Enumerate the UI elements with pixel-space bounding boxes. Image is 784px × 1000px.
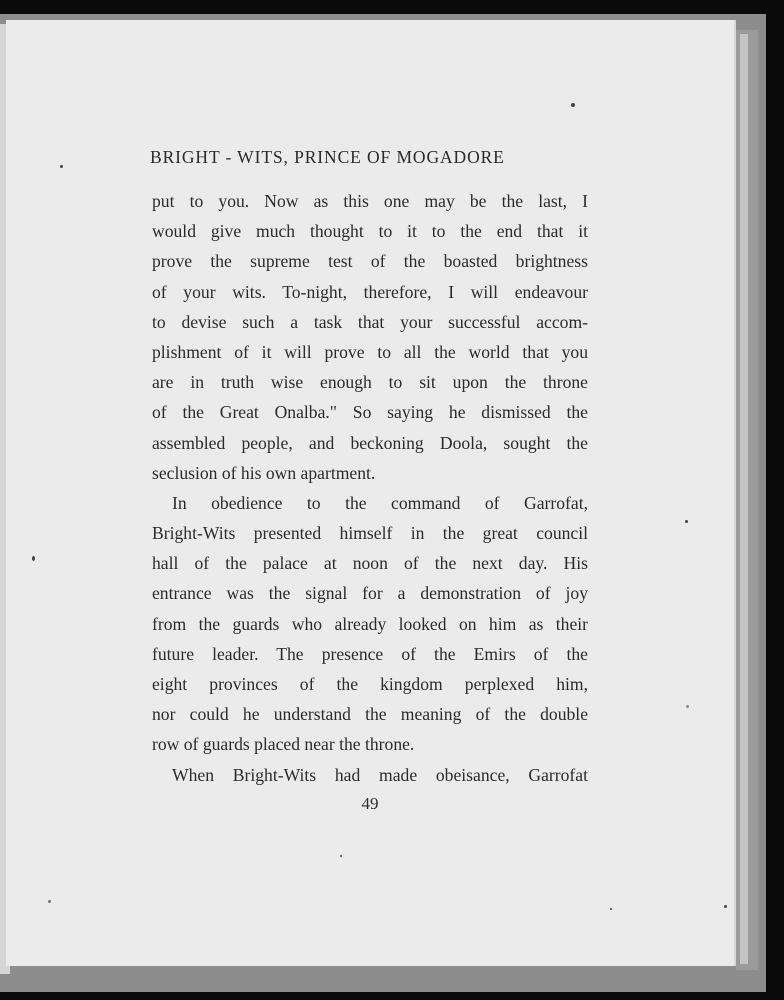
running-head: BRIGHT - WITS, PRINCE OF MOGADORE [150,147,505,167]
scan-speck [60,165,63,168]
page-number: 49 [361,794,379,813]
scan-speck [571,103,575,107]
text-line: prove the supreme test of the boasted brightness [152,251,588,272]
text-line: assembled people, and beckoning Doola, sought the [152,432,588,453]
scan-speck [724,905,727,908]
text-line: of the Great Onalba." So saying he dismissed the [152,402,588,423]
scan-speck [610,908,612,910]
scan-speck [32,556,35,561]
scan-speck [340,855,342,857]
page-stack-edge [740,34,748,964]
text-line: would give much thought to it to the end that it [152,221,588,242]
text-line: put to you. Now as this one may be the last, I [152,191,588,211]
text-line: seclusion of his own apartment. [152,462,376,483]
text-line: In obedience to the command of Garrofat, [172,492,588,513]
text-line: entrance was the signal for a demonstration of joy [152,583,588,604]
scan-speck [686,705,689,708]
text-line: nor could he understand the meaning of the double [152,704,588,725]
scan-speck [48,900,51,903]
text-line: plishment of it will prove to all the world that you [152,341,588,362]
text-line: hall of the palace at noon of the next day. His [152,553,588,574]
text-line: row of guards placed near the throne. [152,734,415,755]
body-text [152,186,588,790]
text-line: of your wits. To-night, therefore, I will endeavour [152,281,588,302]
scan-speck [685,520,688,523]
text-line: When Bright-Wits had made obeisance, Garrofat [172,764,588,785]
text-line: Bright-Wits presented himself in the great council [152,523,588,544]
text-line: from the guards who already looked on him as their [152,613,588,634]
text-line: are in truth wise enough to sit upon the throne [152,372,588,393]
text-line: eight provinces of the kingdom perplexed him, [152,674,588,694]
text-line: future leader. The presence of the Emirs of the [152,643,588,664]
text-line: to devise such a task that your successful accom- [152,311,588,332]
